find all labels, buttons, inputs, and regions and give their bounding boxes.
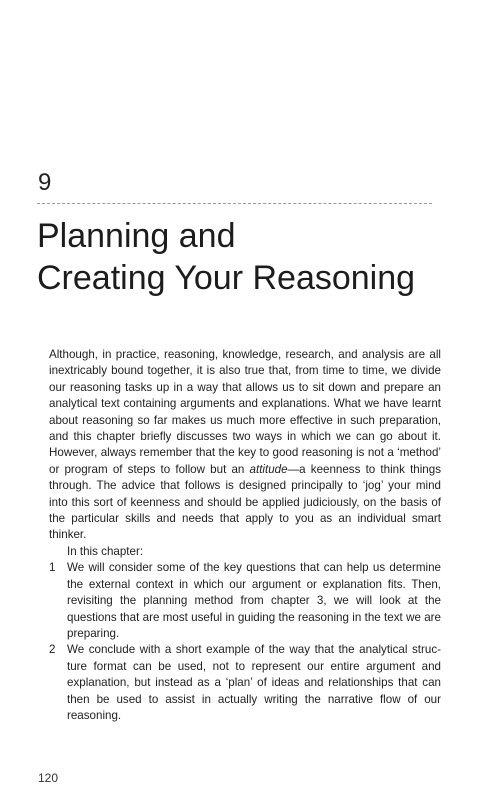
chapter-title-line-2: Creating Your Reasoning [37, 259, 416, 297]
body-text [49, 347, 441, 724]
intro-paragraph [49, 347, 441, 544]
list-item [49, 642, 441, 724]
list-item-text: We will consider some of the key questions that can help us determine the external context in which our argument or explanation fits. Then, revisiting the planning method from chapter 3, we will look at the questions that are most useful in guiding the reasoning in the text we are preparing. [67, 561, 441, 640]
chapter-title-line-1: Planning and [37, 217, 236, 255]
in-this-chapter-label: In this chapter: [67, 544, 144, 558]
list-item-text: We conclude with a short example of the way that the analytical struc-ture format can be used, not to represent our entire argument and explanation, but instead as a ‘plan’ of ideas and relationships that can then be used to assist in actually writing the narrative flow of our reasoning. [67, 643, 441, 722]
list-item [49, 560, 441, 642]
chapter-title [37, 215, 457, 299]
chapter-number: 9 [38, 169, 52, 196]
page-number: 120 [38, 771, 59, 785]
intro-italic-word: attitude [249, 462, 288, 476]
intro-text-part-2: —a keenness to think things through. The advice that follows is designed principally to ‘jog’ your mind into this sort of keenness and should be applied judiciously, on the basis of the particular skills and needs that apply to you as an individual smart thinker. [49, 462, 442, 542]
chapter-divider [37, 203, 432, 204]
list-item-number: 1 [49, 561, 56, 575]
intro-text-part-1: Although, in practice, reasoning, knowledge, research, and analysis are all inextricably bound together, it is also true that, from time to time, we divide our reasoning tasks up in a way that allows us to sit down and prepare an analytical text containing arguments and explanations. What we have learnt about reasoning so far makes us much more effective in such preparation, and this chapter briefly discusses two ways in which we can go about it. However, always remember that the key to good reasoning is not a ‘method’ or program of steps to follow but an [49, 348, 441, 476]
list-item-number: 2 [49, 643, 56, 657]
